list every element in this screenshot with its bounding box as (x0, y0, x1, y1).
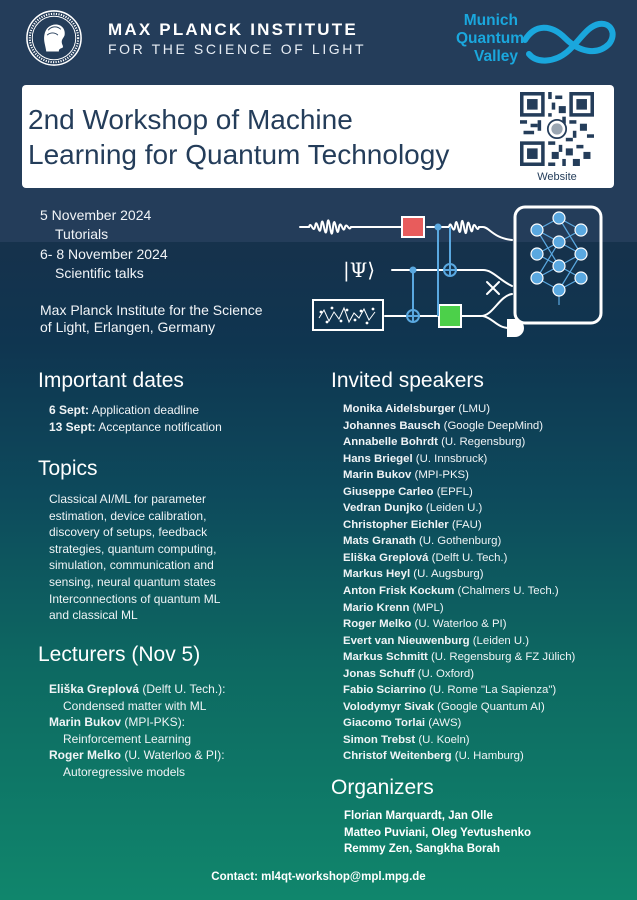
psi-ket-label: |Ψ⟩ (343, 258, 376, 282)
invited-speakers-heading: Invited speakers (331, 369, 484, 392)
speaker-item: Markus Heyl (U. Augsburg) (343, 568, 484, 581)
mqv-line-2: Quantum (456, 30, 525, 47)
speaker-item: Evert van Nieuwenburg (Leiden U.) (343, 634, 530, 647)
important-date-item: 13 Sept: Acceptance notification (49, 419, 222, 434)
important-dates-list (49, 402, 222, 435)
speaker-item: Anton Frisk Kockum (Chalmers U. Tech.) (343, 585, 559, 598)
location-line-2: of Light, Erlangen, Germany (40, 319, 216, 335)
lecturer-topic: Reinforcement Learning (63, 731, 192, 746)
important-dates-heading: Important dates (38, 369, 184, 392)
speaker-item: Vedran Dunjko (Leiden U.) (343, 502, 483, 515)
organizer-line: Remmy Zen, Sangkha Borah (344, 843, 500, 855)
topic-line: discovery of setups, feedback (49, 525, 208, 540)
institute-subtitle: FOR THE SCIENCE OF LIGHT (108, 41, 367, 57)
speaker-item: Johannes Bausch (Google DeepMind) (343, 419, 544, 432)
organizers-heading: Organizers (331, 776, 434, 799)
speaker-item: Fabio Sciarrino (U. Rome "La Sapienza") (343, 684, 557, 697)
speaker-item: Simon Trebst (U. Koeln) (343, 733, 470, 746)
speakers-list (343, 401, 575, 765)
lecturer-item: Eliška Greplová (Delft U. Tech.): (49, 682, 226, 696)
mqv-line-3: Valley (474, 48, 518, 65)
lecturers-list (49, 681, 226, 781)
location-line-1: Max Planck Institute for the Science (40, 302, 263, 318)
organizers-list (344, 808, 531, 858)
speaker-item: Marin Bukov (MPI-PKS) (343, 469, 469, 482)
date-tutorials: 5 November 2024 (40, 207, 152, 223)
speaker-item: Monika Aidelsburger (LMU) (343, 403, 491, 415)
topics-text (49, 491, 220, 624)
date-talks: 6- 8 November 2024 (40, 246, 168, 262)
mqv-infinity-logo (455, 12, 620, 70)
important-date-item: 6 Sept: Application deadline (49, 403, 200, 417)
speaker-item: Eliška Greplová (Delft U. Tech.) (343, 551, 508, 564)
institute-name: MAX PLANCK INSTITUTE (108, 20, 358, 39)
topic-line: Classical AI/ML for parameter (49, 492, 206, 506)
topic-line: estimation, device calibration, (49, 508, 207, 523)
title-line-2: Learning for Quantum Technology (28, 139, 450, 170)
speaker-item: Giacomo Torlai (AWS) (343, 717, 462, 730)
lecturers-heading: Lecturers (Nov 5) (38, 643, 201, 666)
lecturer-item: Roger Melko (U. Waterloo & PI): (49, 748, 225, 763)
qr-website-label: Website (537, 171, 577, 183)
speaker-item: Jonas Schuff (U. Oxford) (343, 667, 475, 680)
speaker-item: Markus Schmitt (U. Regensburg & FZ Jülich) (343, 651, 576, 664)
organizer-line: Florian Marquardt, Jan Olle (344, 810, 493, 822)
mqv-line-1: Munich (463, 12, 518, 29)
speaker-item: Christopher Eichler (FAU) (343, 518, 482, 531)
workshop-title (28, 102, 498, 172)
speaker-item: Roger Melko (U. Waterloo & PI) (343, 618, 507, 631)
location (40, 302, 300, 336)
lecturer-topic: Condensed matter with ML (63, 698, 207, 713)
topic-line: and classical ML (49, 608, 138, 623)
topic-line: simulation, communication and (49, 558, 214, 573)
speaker-item: Mats Granath (U. Gothenburg) (343, 535, 502, 548)
topic-line: strategies, quantum computing, (49, 541, 217, 556)
max-planck-seal-logo (25, 9, 83, 67)
topic-line: Interconnections of quantum ML (49, 591, 221, 606)
website-qr-code[interactable] (520, 92, 594, 166)
lecturer-topic: Autoregressive models (63, 764, 186, 779)
topics-heading: Topics (38, 457, 98, 480)
speaker-item: Volodymyr Sivak (Google Quantum AI) (343, 700, 545, 713)
speaker-item: Annabelle Bohrdt (U. Regensburg) (343, 436, 526, 449)
speaker-item: Hans Briegel (U. Innsbruck) (343, 452, 488, 465)
date-talks-label: Scientific talks (55, 265, 144, 281)
speaker-item: Christof Weitenberg (U. Hamburg) (343, 750, 524, 763)
title-line-1: 2nd Workshop of Machine (28, 104, 353, 135)
speaker-item: Mario Krenn (MPL) (343, 601, 444, 614)
speaker-item: Giuseppe Carleo (EPFL) (343, 485, 473, 498)
lecturer-item: Marin Bukov (MPI-PKS): (49, 715, 186, 730)
organizer-line: Matteo Puviani, Oleg Yevtushenko (344, 826, 532, 839)
topic-line: sensing, neural quantum states (49, 574, 216, 589)
quantum-ml-illustration (297, 200, 617, 355)
date-tutorials-label: Tutorials (55, 226, 109, 242)
contact-email[interactable]: Contact: ml4qt-workshop@mpl.mpg.de (211, 871, 426, 883)
